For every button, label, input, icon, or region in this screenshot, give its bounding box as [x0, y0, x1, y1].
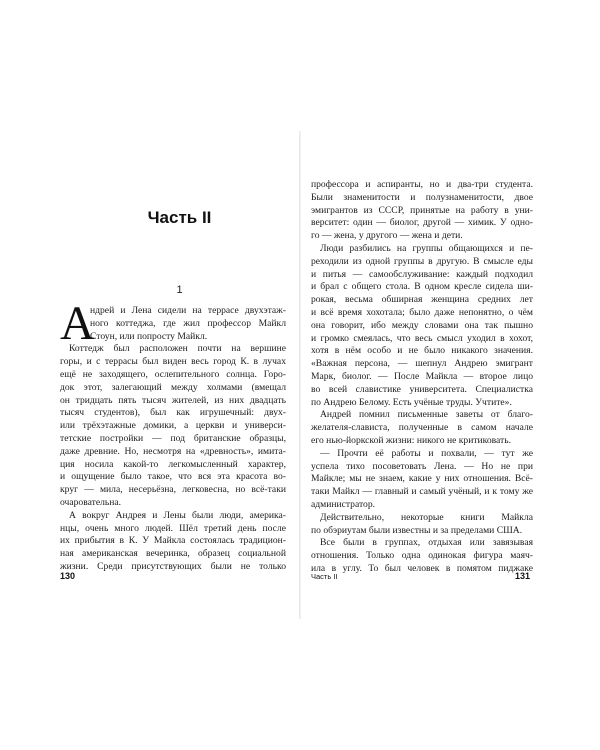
right-page [301, 131, 540, 619]
text-line: ция носила какой-то легкомысленный характер, [60, 458, 286, 470]
chapter-number: 1 [176, 284, 183, 296]
text-line: — Прочти её работы и похвали, — тут же [320, 447, 533, 459]
text-line: круг — мила, несерьёзна, легковесна, но всё-таки [60, 484, 286, 496]
text-line: Стоун, или попросту Майкл. [90, 330, 208, 342]
text-line: ного коттеджа, где жил профессор Майкл [90, 317, 286, 329]
text-line: администратор. [311, 498, 376, 510]
text-line: Люди разбились на группы общающихся и пе- [320, 242, 533, 254]
text-line: таки Майкл — главный и самый учёный, и к тому же [311, 486, 533, 498]
text-line: успела тихо посоветовать Лена. — Но не при [311, 460, 533, 472]
left-page [60, 131, 299, 619]
text-line: ндрей и Лена сидели на террасе двухэтаж- [90, 305, 286, 316]
text-line: по обэриутам были известны и за пределами США. [311, 524, 523, 536]
text-line: отношения. Только одна одинокая фигура маяч- [311, 550, 533, 562]
text-line: нцы, очень много людей. Шёл третий день после [60, 522, 286, 534]
text-line: го — жена, у другого — жена и дети. [311, 230, 463, 242]
left-body-text [60, 297, 286, 574]
text-line: Андрей помнил письменные заветы от благо- [320, 409, 533, 421]
right-body-text [311, 179, 533, 576]
book-spread [60, 131, 540, 619]
text-line: или трёхэтажные домики, а церкви и универси- [60, 420, 286, 432]
text-line: док этот, залегающий между холмами (вмещал [60, 381, 286, 393]
text-line: А вокруг Андрея и Лены были люди, америка- [69, 509, 286, 521]
text-line: и всё время хохотала; было даже непонятно, о чём [311, 306, 533, 318]
drop-cap: А [60, 297, 95, 350]
text-line: их прибытия в К. У Майкла состоялась традицион- [60, 535, 286, 547]
text-line: горы, и с террасы был виден весь город К. в лучах [60, 356, 286, 368]
text-line: Действительно, некоторые книги Майкла [320, 511, 533, 523]
text-line: Были знаменитости и полузнаменитости, двое [311, 191, 533, 203]
page-number-left: 130 [60, 571, 76, 581]
text-line: даже древние. Но, несмотря на «древность», имита- [60, 445, 286, 457]
text-line: его нью-йоркской жизни: никого не критиковать. [311, 434, 512, 446]
text-line: тетские постройки — под британские образцы, [60, 432, 286, 444]
text-line: тысяч студентов), был как игрушечный: двух- [60, 407, 286, 419]
text-line: и громко смеялась, что весь смысл уходил в хохот, [311, 332, 533, 344]
text-line: ещё не заходящего, ослепительного солнца. Горо- [60, 368, 286, 380]
text-line: Марк, биолог. — После Майкла — второе лицо [311, 370, 533, 382]
text-line: Все были в группах, отдыхая или завязывая [320, 537, 533, 549]
text-line: и ощущение было такое, что вся эта красота во- [60, 471, 286, 483]
text-line: жизни. Среди присутствующих были не только [60, 560, 286, 572]
text-line: желателя-слависта, полученные в самом начале [311, 422, 533, 434]
text-line: ная американская вечеринка, образец социальной [60, 548, 286, 560]
text-line: он тридцать пять тысяч жителей, из них двадцать [60, 394, 286, 406]
running-head: Часть II [311, 572, 338, 581]
text-line: верситет: один — биолог, другой — химик. У одно- [311, 217, 533, 229]
page-number-right: 131 [514, 571, 530, 581]
text-line: эмигрантов из СССР, принятые на работу в уни- [311, 204, 533, 216]
part-title: Часть II [147, 208, 212, 227]
text-line: Коттедж был расположен почти на вершине [69, 343, 286, 355]
text-line: по Андрею Белому. Есть учёные труды. Учтите». [311, 396, 512, 408]
text-line: рокая, весьма обширная женщина средних лет [311, 294, 533, 306]
text-line: очаровательна. [60, 496, 122, 508]
text-line: она говорит, ибо между словами она так пышно [311, 319, 533, 331]
text-line: хотя в нём особо и не было никакого значения. [311, 345, 533, 357]
text-line: во всей славистике университета. Специалистка [311, 383, 533, 395]
text-line: ила в углу. То был человек в помятом пиджаке [311, 562, 533, 574]
text-line: реходили из одной группы в другую. В смысле еды [311, 255, 533, 267]
text-line: Майкле; мы не знаем, какие у них отношения. Всё- [311, 473, 533, 485]
text-line: и брал с общего стола. В одном кресле сидела ши- [311, 281, 533, 293]
text-line: и питья — самообслуживание: каждый подходил [311, 268, 533, 280]
text-line: профессора и аспиранты, но и два-три студента. [311, 179, 533, 190]
text-line: «Важная персона, — шепнул Андрею эмигрант [311, 358, 533, 370]
